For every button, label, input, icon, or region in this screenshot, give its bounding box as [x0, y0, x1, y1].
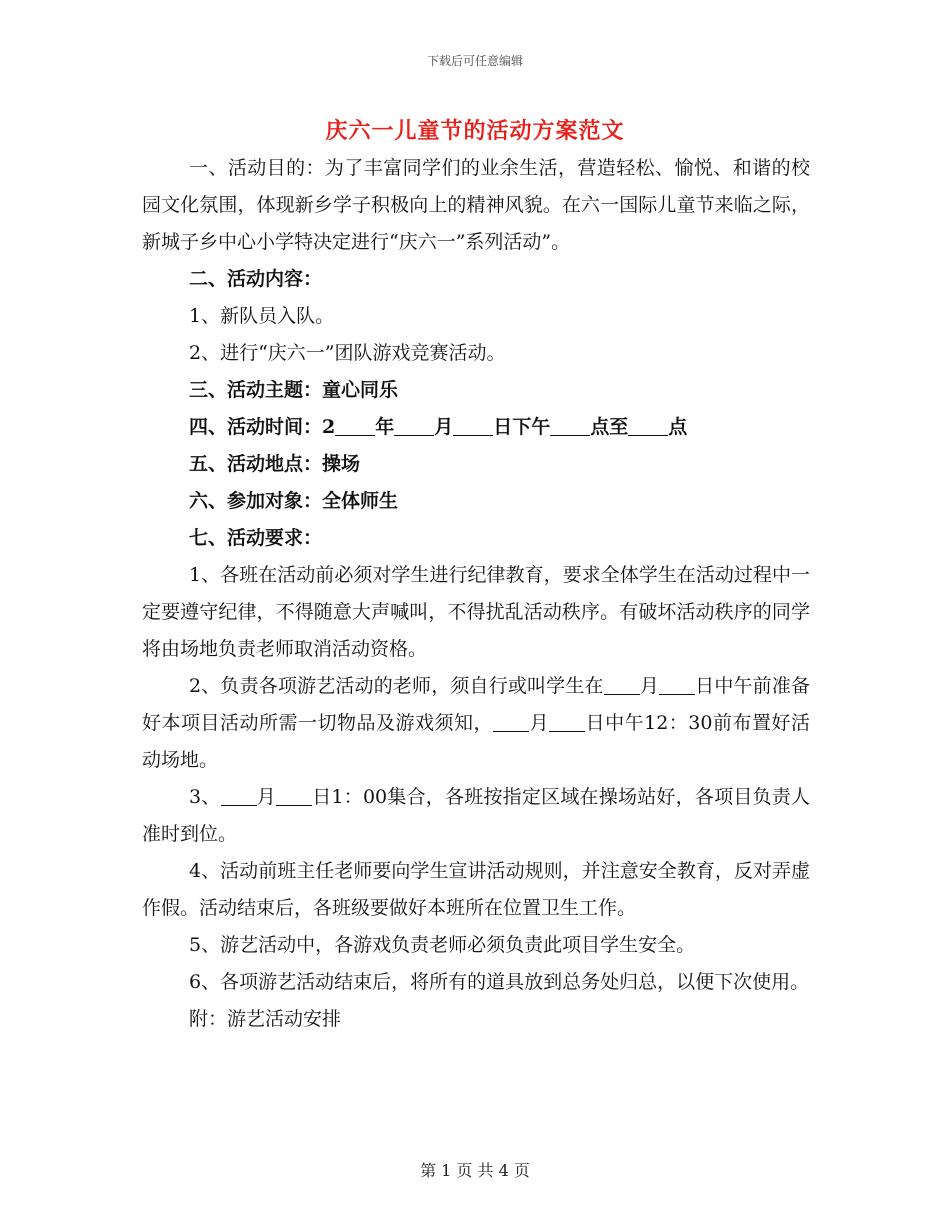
blank-line [221, 783, 257, 806]
time-hour-to: 点至 [590, 416, 629, 438]
blank-line [493, 709, 529, 732]
appendix: 附：游艺活动安排 [189, 1008, 342, 1030]
section-participants: 六、参加对象：全体师生 [189, 490, 399, 512]
requirement-2-text: 日中午12：30前布置好活动场地。 [142, 712, 810, 771]
requirement-3 [142, 779, 810, 853]
requirement-2-text: 月 [639, 675, 659, 697]
section-content-heading: 二、活动内容： [189, 268, 323, 290]
requirement-2-text: 2、负责各项游艺活动的老师，须自行或叫学生在 [189, 675, 604, 697]
time-label: 四、活动时间：2 [189, 416, 336, 438]
time-day: 日下午 [493, 416, 551, 438]
page-header: 下载后可任意编辑 [426, 54, 523, 68]
requirement-4: 4、活动前班主任老师要向学生宣讲活动规则，并注意安全教育，反对弄虚作假。活动结束后，各班级要做好本班所在位置卫生工作。 [142, 860, 810, 919]
section-time [142, 409, 810, 446]
section-theme: 三、活动主题：童心同乐 [189, 379, 399, 401]
time-year: 年 [375, 416, 395, 438]
content-item-1: 1、新队员入队。 [189, 305, 335, 327]
requirement-2 [142, 668, 810, 779]
blank-line [335, 413, 375, 436]
blank-line [276, 783, 312, 806]
page-footer: 第 1 页 共 4 页 [420, 1161, 530, 1180]
blank-line [659, 672, 695, 695]
section-purpose: 一、活动目的：为了丰富同学们的业余生活，营造轻松、愉悦、和谐的校园文化氛围，体现新乡学子积极向上的精神风貌。在六一国际儿童节来临之际，新城子乡中心小学特决定进行“庆六一”系列活动”。 [142, 157, 810, 253]
time-hour: 点 [668, 416, 688, 438]
requirement-3-text: 3、 [189, 786, 221, 808]
requirement-1: 1、各班在活动前必须对学生进行纪律教育，要求全体学生在活动过程中一定要遵守纪律，不得随意大声喊叫，不得扰乱活动秩序。有破坏活动秩序的同学将由场地负责老师取消活动资格。 [142, 564, 810, 660]
document-title: 庆六一儿童节的活动方案范文 [325, 118, 625, 144]
requirement-5: 5、游艺活动中，各游戏负责老师必须负责此项目学生安全。 [189, 934, 696, 956]
requirement-6: 6、各项游艺活动结束后，将所有的道具放到总务处归总，以便下次使用。 [189, 971, 810, 993]
blank-line [394, 413, 434, 436]
blank-line [453, 413, 493, 436]
blank-line [604, 672, 640, 695]
requirement-3-text: 日1：00集合，各班按指定区域在操场站好，各项目负责人准时到位。 [142, 786, 810, 845]
document-body [142, 150, 810, 1038]
time-month: 月 [434, 416, 454, 438]
section-requirements-heading: 七、活动要求： [189, 527, 323, 549]
requirement-2-text: 月 [529, 712, 550, 734]
requirement-2-text: 日中午前准备好本项目活动所需一切物品及游戏须知， [142, 675, 810, 734]
content-item-2: 2、进行“庆六一”团队游戏竞赛活动。 [189, 342, 506, 364]
blank-line [550, 413, 590, 436]
section-place: 五、活动地点：操场 [189, 453, 361, 475]
blank-line [628, 413, 668, 436]
blank-line [549, 709, 585, 732]
requirement-3-text: 月 [256, 786, 276, 808]
